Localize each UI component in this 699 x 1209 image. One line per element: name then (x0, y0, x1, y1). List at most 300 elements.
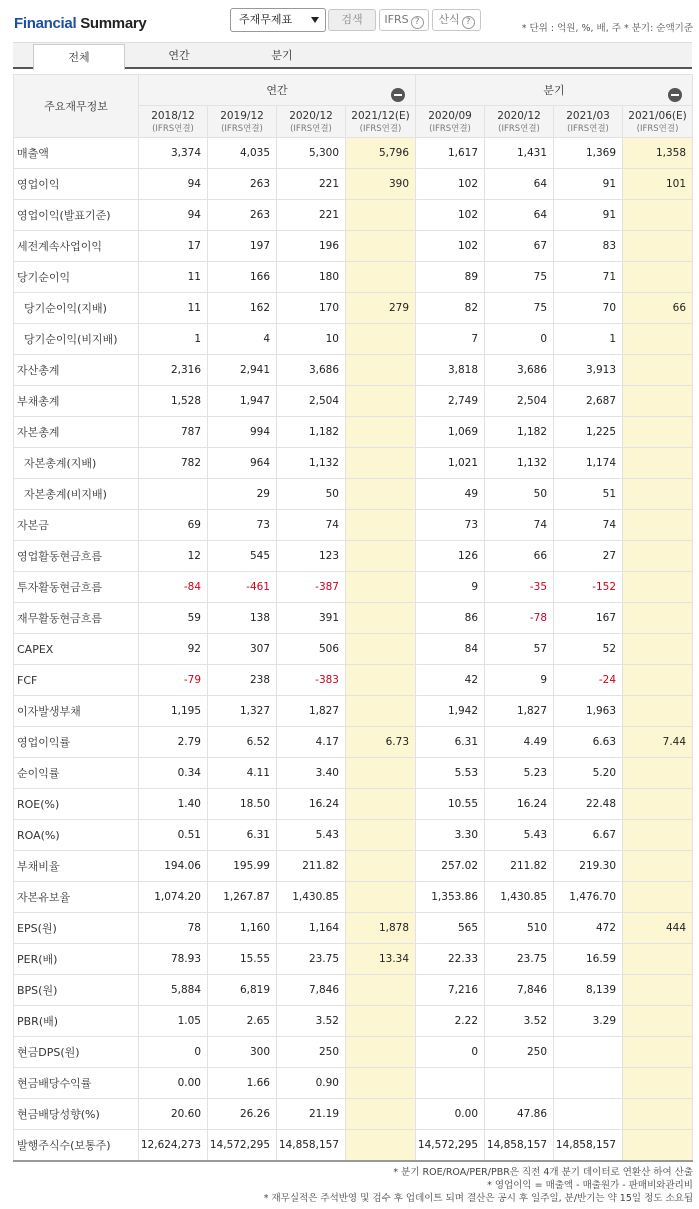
title-part-financial: Financial (14, 15, 77, 32)
annual-group-label: 연간 (266, 84, 288, 97)
row-label: 영업이익률 (14, 727, 139, 758)
period-label: 2020/12 (289, 109, 333, 122)
value-cell: 197 (208, 231, 277, 262)
value-cell (346, 758, 416, 789)
period-tabs (13, 42, 692, 69)
value-cell: 74 (485, 510, 554, 541)
value-cell: 3.52 (277, 1006, 346, 1037)
ifrs-help-button[interactable] (379, 9, 429, 31)
value-cell: 82 (416, 293, 485, 324)
row-label: 당기순이익(비지배) (14, 324, 139, 355)
value-cell: 1,021 (416, 448, 485, 479)
value-cell: 1,963 (554, 696, 623, 727)
value-cell (346, 975, 416, 1006)
value-cell: 196 (277, 231, 346, 262)
row-label: 자본총계 (14, 417, 139, 448)
ifrs-sub-label: (IFRS연결) (359, 123, 402, 134)
value-cell: 1,182 (277, 417, 346, 448)
value-cell: 1,878 (346, 913, 416, 944)
statement-type-select[interactable] (230, 8, 326, 32)
value-cell (346, 324, 416, 355)
value-cell: 2.79 (139, 727, 208, 758)
value-cell: 391 (277, 603, 346, 634)
value-cell (623, 851, 693, 882)
value-cell: 6,819 (208, 975, 277, 1006)
row-header-label: 주요재무정보 (14, 75, 139, 138)
value-cell (346, 634, 416, 665)
row-label: 재무활동현금흐름 (14, 603, 139, 634)
value-cell: 1.40 (139, 789, 208, 820)
row-label: 현금배당성향(%) (14, 1099, 139, 1130)
value-cell: 1,267.87 (208, 882, 277, 913)
value-cell (623, 665, 693, 696)
value-cell (346, 510, 416, 541)
value-cell (346, 231, 416, 262)
period-label: 2020/09 (428, 109, 472, 122)
row-label: CAPEX (14, 634, 139, 665)
table-row (14, 758, 693, 789)
value-cell: 6.67 (554, 820, 623, 851)
value-cell: 565 (416, 913, 485, 944)
value-cell: 3,686 (485, 355, 554, 386)
value-cell (623, 262, 693, 293)
ifrs-sub-label: (IFRS연결) (290, 123, 332, 134)
value-cell (346, 1006, 416, 1037)
value-cell: 6.73 (346, 727, 416, 758)
value-cell: 170 (277, 293, 346, 324)
value-cell: 5.53 (416, 758, 485, 789)
value-cell (346, 448, 416, 479)
value-cell (554, 1099, 623, 1130)
value-cell: 1,225 (554, 417, 623, 448)
table-row (14, 510, 693, 541)
value-cell: 211.82 (277, 851, 346, 882)
value-cell: 0.90 (277, 1068, 346, 1099)
value-cell: 0.00 (139, 1068, 208, 1099)
footnote: * 분기 ROE/ROA/PER/PBR은 직전 4개 분기 데이터로 연환산 하여 산출 (393, 1167, 693, 1178)
value-cell (346, 200, 416, 231)
period-label: 2021/03 (566, 109, 610, 122)
question-icon: ? (411, 16, 424, 29)
value-cell: 102 (416, 231, 485, 262)
table-row (14, 944, 693, 975)
value-cell: 22.33 (416, 944, 485, 975)
value-cell: 472 (554, 913, 623, 944)
value-cell: 1 (554, 324, 623, 355)
row-label: 발행주식수(보통주) (14, 1130, 139, 1161)
value-cell: 1,160 (208, 913, 277, 944)
value-cell: 73 (416, 510, 485, 541)
table-row (14, 851, 693, 882)
value-cell (346, 479, 416, 510)
value-cell (346, 1099, 416, 1130)
value-cell: 91 (554, 200, 623, 231)
value-cell (623, 789, 693, 820)
value-cell: 545 (208, 541, 277, 572)
value-cell: 3.40 (277, 758, 346, 789)
value-cell: 23.75 (277, 944, 346, 975)
value-cell: 180 (277, 262, 346, 293)
row-label: 이자발생부채 (14, 696, 139, 727)
value-cell: 162 (208, 293, 277, 324)
row-label: 자본유보율 (14, 882, 139, 913)
value-cell: 47.86 (485, 1099, 554, 1130)
value-cell: 263 (208, 200, 277, 231)
value-cell: 9 (485, 665, 554, 696)
value-cell: 279 (346, 293, 416, 324)
value-cell (485, 1068, 554, 1099)
row-label: ROA(%) (14, 820, 139, 851)
value-cell: 8,139 (554, 975, 623, 1006)
value-cell: 4.49 (485, 727, 554, 758)
value-cell: 300 (208, 1037, 277, 1068)
value-cell: 27 (554, 541, 623, 572)
value-cell: 1,528 (139, 386, 208, 417)
value-cell: 1,942 (416, 696, 485, 727)
period-header (623, 106, 693, 138)
value-cell: 13.34 (346, 944, 416, 975)
value-cell: 1,431 (485, 138, 554, 169)
value-cell: 59 (139, 603, 208, 634)
value-cell: 75 (485, 293, 554, 324)
value-cell: 1,164 (277, 913, 346, 944)
value-cell: 14,858,157 (277, 1130, 346, 1161)
value-cell: 6.63 (554, 727, 623, 758)
value-cell: 390 (346, 169, 416, 200)
value-cell: 89 (416, 262, 485, 293)
value-cell: 964 (208, 448, 277, 479)
value-cell: 3.29 (554, 1006, 623, 1037)
value-cell: 7 (416, 324, 485, 355)
value-cell: 10 (277, 324, 346, 355)
value-cell: 5,884 (139, 975, 208, 1006)
value-cell: 263 (208, 169, 277, 200)
formula-label: 산식 (438, 13, 460, 26)
value-cell: 86 (416, 603, 485, 634)
ifrs-sub-label: (IFRS연결) (567, 123, 609, 134)
collapse-quarter-minus-icon[interactable] (668, 88, 682, 102)
formula-help-button[interactable] (432, 9, 481, 31)
value-cell: 221 (277, 169, 346, 200)
value-cell: 1,132 (485, 448, 554, 479)
value-cell: 66 (485, 541, 554, 572)
value-cell: 1,430.85 (485, 882, 554, 913)
row-label: 자본총계(지배) (14, 448, 139, 479)
value-cell: 138 (208, 603, 277, 634)
value-cell: 7,216 (416, 975, 485, 1006)
value-cell (623, 758, 693, 789)
value-cell: 21.19 (277, 1099, 346, 1130)
value-cell: 12 (139, 541, 208, 572)
value-cell: 67 (485, 231, 554, 262)
value-cell: 167 (554, 603, 623, 634)
table-row (14, 727, 693, 758)
collapse-annual-minus-icon[interactable] (391, 88, 405, 102)
top-bar (0, 0, 699, 42)
table-row (14, 448, 693, 479)
value-cell (346, 851, 416, 882)
value-cell (623, 448, 693, 479)
value-cell: 2.22 (416, 1006, 485, 1037)
value-cell (346, 820, 416, 851)
table-row (14, 1037, 693, 1068)
value-cell: 1,182 (485, 417, 554, 448)
value-cell (623, 1130, 693, 1161)
value-cell: 7.44 (623, 727, 693, 758)
tab-annual[interactable]: 연간 (168, 49, 190, 62)
row-label: 세전계속사업이익 (14, 231, 139, 262)
ifrs-sub-label: (IFRS연결) (221, 123, 263, 134)
value-cell: 5.43 (277, 820, 346, 851)
row-label: EPS(원) (14, 913, 139, 944)
value-cell: 257.02 (416, 851, 485, 882)
value-cell: 69 (139, 510, 208, 541)
value-cell: 50 (277, 479, 346, 510)
value-cell (346, 572, 416, 603)
ifrs-sub-label: (IFRS연결) (152, 123, 194, 134)
value-cell: 70 (554, 293, 623, 324)
financial-summary-table (13, 74, 693, 1162)
value-cell: -387 (277, 572, 346, 603)
value-cell: 14,858,157 (554, 1130, 623, 1161)
value-cell: 92 (139, 634, 208, 665)
value-cell: 1,327 (208, 696, 277, 727)
value-cell: 78 (139, 913, 208, 944)
value-cell: 221 (277, 200, 346, 231)
value-cell: -152 (554, 572, 623, 603)
value-cell: 10.55 (416, 789, 485, 820)
value-cell: -79 (139, 665, 208, 696)
value-cell: 66 (623, 293, 693, 324)
value-cell: 211.82 (485, 851, 554, 882)
table-row (14, 169, 693, 200)
value-cell: 1,174 (554, 448, 623, 479)
table-row (14, 138, 693, 169)
value-cell: 1,476.70 (554, 882, 623, 913)
value-cell (346, 603, 416, 634)
period-header (208, 106, 277, 138)
value-cell: 1,069 (416, 417, 485, 448)
table-row (14, 882, 693, 913)
value-cell: -461 (208, 572, 277, 603)
tab-all[interactable]: 전체 (33, 44, 125, 70)
value-cell: 2,316 (139, 355, 208, 386)
value-cell: 50 (485, 479, 554, 510)
value-cell (623, 1099, 693, 1130)
value-cell: 51 (554, 479, 623, 510)
value-cell (623, 820, 693, 851)
value-cell: 6.31 (208, 820, 277, 851)
period-label: 2021/06(E) (628, 109, 687, 122)
value-cell (623, 1037, 693, 1068)
value-cell: 1,132 (277, 448, 346, 479)
value-cell: -24 (554, 665, 623, 696)
period-label: 2020/12 (497, 109, 541, 122)
ifrs-label: IFRS (384, 13, 409, 26)
value-cell: 444 (623, 913, 693, 944)
value-cell (623, 386, 693, 417)
ifrs-sub-label: (IFRS연결) (429, 123, 471, 134)
value-cell (139, 479, 208, 510)
value-cell: 4 (208, 324, 277, 355)
value-cell: 52 (554, 634, 623, 665)
row-label: BPS(원) (14, 975, 139, 1006)
value-cell: 2,749 (416, 386, 485, 417)
value-cell: 91 (554, 169, 623, 200)
value-cell (623, 324, 693, 355)
value-cell: 74 (554, 510, 623, 541)
value-cell: 307 (208, 634, 277, 665)
table-row (14, 820, 693, 851)
value-cell: 994 (208, 417, 277, 448)
value-cell: 71 (554, 262, 623, 293)
value-cell: 3,686 (277, 355, 346, 386)
table-row (14, 541, 693, 572)
value-cell: 75 (485, 262, 554, 293)
table-body (14, 138, 693, 1161)
value-cell: 9 (416, 572, 485, 603)
value-cell: 2,687 (554, 386, 623, 417)
value-cell (623, 882, 693, 913)
value-cell: 17 (139, 231, 208, 262)
value-cell (623, 634, 693, 665)
value-cell: 0.34 (139, 758, 208, 789)
table-row (14, 1068, 693, 1099)
value-cell: 1,074.20 (139, 882, 208, 913)
table-row (14, 417, 693, 448)
value-cell: 238 (208, 665, 277, 696)
value-cell (416, 1068, 485, 1099)
row-label: 자본총계(비지배) (14, 479, 139, 510)
footnote: * 영업이익 = 매출액 - 매출원가 - 판매비와관리비 (487, 1180, 693, 1191)
question-icon: ? (462, 16, 475, 29)
value-cell: 11 (139, 262, 208, 293)
row-label: 현금DPS(원) (14, 1037, 139, 1068)
value-cell (346, 696, 416, 727)
value-cell: 4.11 (208, 758, 277, 789)
value-cell: 166 (208, 262, 277, 293)
value-cell: 1,827 (277, 696, 346, 727)
ifrs-sub-label: (IFRS연결) (498, 123, 540, 134)
value-cell: 1 (139, 324, 208, 355)
value-cell (554, 1037, 623, 1068)
value-cell: 1,430.85 (277, 882, 346, 913)
value-cell: 5.23 (485, 758, 554, 789)
table-row (14, 913, 693, 944)
row-label: PER(배) (14, 944, 139, 975)
row-label: 자산총계 (14, 355, 139, 386)
annual-group-header (139, 75, 416, 106)
value-cell: 2.65 (208, 1006, 277, 1037)
value-cell (346, 541, 416, 572)
value-cell: 3.30 (416, 820, 485, 851)
value-cell: 5,300 (277, 138, 346, 169)
table-row (14, 200, 693, 231)
value-cell: 1,369 (554, 138, 623, 169)
value-cell: 3.52 (485, 1006, 554, 1037)
period-header (139, 106, 208, 138)
table-row (14, 975, 693, 1006)
value-cell (623, 355, 693, 386)
period-header (554, 106, 623, 138)
value-cell: 219.30 (554, 851, 623, 882)
value-cell: 14,572,295 (416, 1130, 485, 1161)
value-cell: 4,035 (208, 138, 277, 169)
value-cell: 5,796 (346, 138, 416, 169)
value-cell: 5.20 (554, 758, 623, 789)
value-cell (554, 1068, 623, 1099)
period-header (416, 106, 485, 138)
value-cell (346, 1037, 416, 1068)
value-cell (346, 262, 416, 293)
value-cell: 18.50 (208, 789, 277, 820)
table-row (14, 262, 693, 293)
value-cell: 3,374 (139, 138, 208, 169)
row-label: 순이익률 (14, 758, 139, 789)
footnotes (264, 1166, 693, 1205)
value-cell: 6.31 (416, 727, 485, 758)
quarter-group-header (416, 75, 693, 106)
value-cell: 7,846 (485, 975, 554, 1006)
footnote: * 재무실적은 주석반영 및 검수 후 업데이트 되며 결산은 공시 후 일주일, 분/반기는 약 15일 정도 소요됩 (263, 1193, 693, 1204)
table-row (14, 1099, 693, 1130)
row-label: 당기순이익(지배) (14, 293, 139, 324)
tab-quarterly[interactable]: 분기 (271, 49, 293, 62)
period-header (277, 106, 346, 138)
value-cell: -35 (485, 572, 554, 603)
table-row (14, 386, 693, 417)
value-cell: 3,913 (554, 355, 623, 386)
table-row (14, 789, 693, 820)
table-row (14, 355, 693, 386)
value-cell: 94 (139, 200, 208, 231)
value-cell: 57 (485, 634, 554, 665)
period-label: 2021/12(E) (351, 109, 410, 122)
table-row (14, 572, 693, 603)
value-cell: 73 (208, 510, 277, 541)
value-cell (623, 944, 693, 975)
value-cell: 506 (277, 634, 346, 665)
value-cell: 1,353.86 (416, 882, 485, 913)
value-cell (623, 603, 693, 634)
value-cell (623, 510, 693, 541)
row-label: FCF (14, 665, 139, 696)
table-row (14, 231, 693, 262)
statement-type-value: 주재무제표 (239, 13, 293, 26)
value-cell: 194.06 (139, 851, 208, 882)
search-button[interactable]: 검색 (328, 9, 376, 31)
value-cell: 64 (485, 169, 554, 200)
chevron-down-icon (311, 17, 319, 23)
value-cell: 16.59 (554, 944, 623, 975)
value-cell: 7,846 (277, 975, 346, 1006)
value-cell: 42 (416, 665, 485, 696)
value-cell: 12,624,273 (139, 1130, 208, 1161)
value-cell: 29 (208, 479, 277, 510)
page-title (14, 15, 146, 32)
value-cell: 23.75 (485, 944, 554, 975)
value-cell: 14,858,157 (485, 1130, 554, 1161)
table-row (14, 665, 693, 696)
value-cell: 1,358 (623, 138, 693, 169)
table-row (14, 324, 693, 355)
value-cell (346, 665, 416, 696)
period-label: 2019/12 (220, 109, 264, 122)
value-cell (346, 1130, 416, 1161)
row-label: 당기순이익 (14, 262, 139, 293)
value-cell: 250 (277, 1037, 346, 1068)
table-row (14, 634, 693, 665)
